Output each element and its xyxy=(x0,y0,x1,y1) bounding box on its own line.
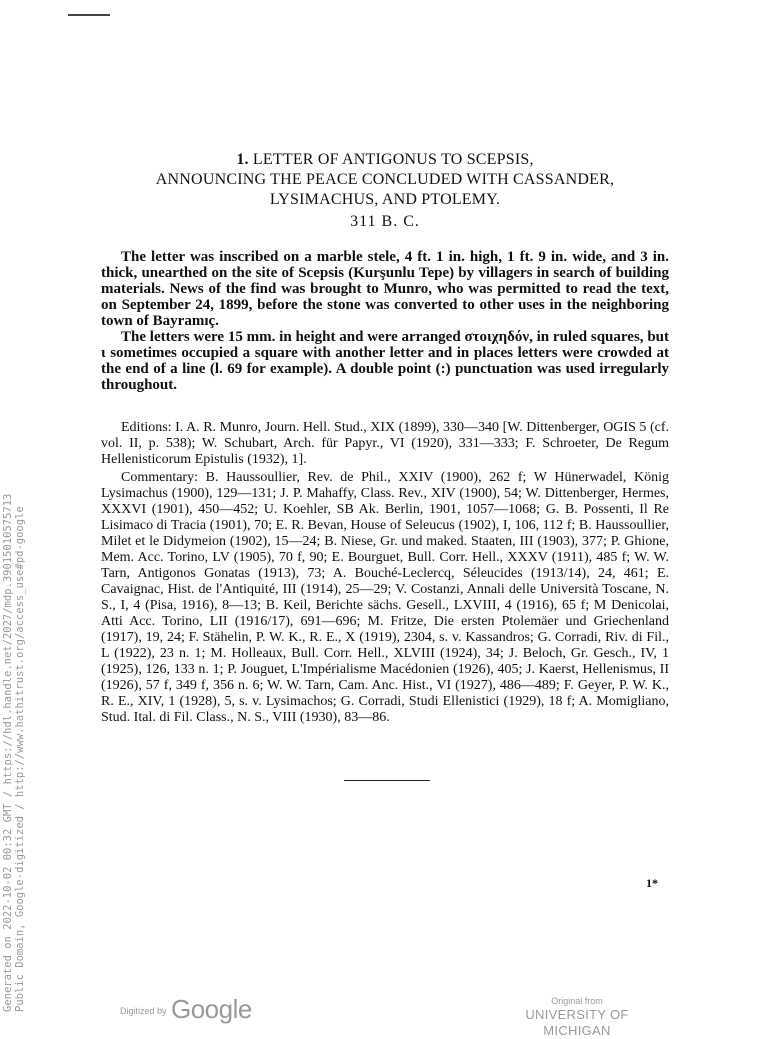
bibliography-section xyxy=(101,420,669,728)
digitized-by-google xyxy=(120,994,252,1025)
section-divider xyxy=(344,780,430,781)
digitized-by-label: Digitized by xyxy=(120,1006,167,1016)
commentary-paragraph: Commentary: B. Haussoullier, Rev. de Phil., XXIV (1900), 262 f; W Hünerwadel, König Lysimachus (1900), 129—131; J. P. Mahaffy, Class. Rev., XIV (1900), 54; W. Dittenberger, Hermes, XXXVI (1901), 450—452; U. Koehler, SB Ak. Berlin, 1901, 1057—1068; G. B. Possenti, Il Re Lisimaco di Tracia (1901), 70; E. R. Bevan, House of Seleucus (1902), I, 106, 112 f; B. Haussoullier, Milet et le Didymeion (1902), 15—24; B. Niese, Gr. und maked. Staaten, III (1903), 377; P. Ghione, Mem. Acc. Torino, LV (1905), 70 f, 90; E. Bourguet, Bull. Corr. Hell., XXXV (1911), 485 f; W. W. Tarn, Antigonos Gonatas (1913), 73; A. Bouché-Leclercq, Séleucides (1913/14), 24, 461; E. Cavaignac, Hist. de l'Antiquité, III (1914), 25—29; V. Costanzi, Annali delle Università Toscane, N. S., I, 4 (Pisa, 1916), 8—13; B. Keil, Berichte sächs. Gesell., LXVIII, 4 (1916), 65 f; M Denicolai, Atti Acc. Torino, LII (1916/17), 691—696; M. Fritze, Die ersten Ptolemäer und Griechenland (1917), 19, 24; F. Stähelin, P. W. K., R. E., X (1919), 2304, s. v. Kassandros; G. Corradi, Riv. di Fil., L (1922), 23 n. 1; M. Holleaux, Bull. Corr. Hell., XLVIII (1924), 34; J. Beloch, Gr. Gesch., IV, 1 (1925), 126, 133 n. 1; P. Jouguet, L'Impérialisme Macédonien (1926), 405; J. Kaerst, Hellenismus, II (1926), 57 f, 349 f, 356 n. 6; W. W. Tarn, Cam. Anc. Hist., VI (1927), 486—489; F. Geyer, P. W. K., R. E., XIV, 1 (1928), 5, s. v. Lysimachos; G. Corradi, Studi Ellenistici (1929), 18 f; A. Momigliano, Stud. Ital. di Fil. Class., N. S., VIII (1930), 83—86. xyxy=(101,470,669,725)
title-line-2: ANNOUNCING THE PEACE CONCLUDED WITH CASSANDER, xyxy=(155,171,615,188)
document-number: 1. xyxy=(236,151,249,168)
sidebar-line-2: Public Domain, Google-digitized / http://www.hathitrust.org/access_use#pd-google xyxy=(14,506,26,1012)
google-logo: Google xyxy=(170,994,252,1024)
intro-paragraph-2: The letters were 15 mm. in height and were arranged στοιχηδόν, in ruled squares, but ι sometimes occupied a square with another letter and in places letters were crowded at the end of a line (l. 69 for example). A double point (:) punctuation was used irregularly throughout. xyxy=(101,329,669,393)
intro-paragraph-1: The letter was inscribed on a marble stele, 4 ft. 1 in. high, 1 ft. 9 in. wide, and 3 in. thick, unearthed on the site of Scepsis (Kurşunlu Tepe) by villagers in search of building materials. News of the find was brought to Munro, who was permitted to read the text, on September 24, 1899, before the stone was converted to other uses in the neighboring town of Bayramıç. xyxy=(101,249,669,329)
original-from-block xyxy=(497,996,657,1039)
title-line-1: LETTER OF ANTIGONUS TO SCEPSIS, xyxy=(252,151,534,168)
original-from-label: Original from xyxy=(551,996,603,1006)
document-date: 311 B. C. xyxy=(350,213,420,230)
heading-line-1 xyxy=(95,150,675,170)
top-rule-mark xyxy=(68,14,110,16)
title-line-3: LYSIMACHUS, AND PTOLEMY. xyxy=(269,191,501,208)
document-heading xyxy=(95,150,675,232)
editions-paragraph: Editions: I. A. R. Munro, Journ. Hell. Stud., XIX (1899), 330—340 [W. Dittenberger, OGIS 5 (cf. vol. II, p. 538); W. Schubart, Arch. für Papyr., VI (1920), 331—333; F. Schroeter, De Regum Hellenisticorum Epistulis (1932), 1]. xyxy=(101,420,669,467)
hathitrust-sidebar xyxy=(2,494,26,1012)
sidebar-line-1: Generated on 2022-10-02 00:32 GMT / https://hdl.handle.net/2027/mdp.39015010575713 xyxy=(2,493,14,1012)
university-name: UNIVERSITY OF MICHIGAN xyxy=(525,1007,629,1038)
page-number: 1* xyxy=(646,876,658,890)
intro-section xyxy=(101,249,669,393)
